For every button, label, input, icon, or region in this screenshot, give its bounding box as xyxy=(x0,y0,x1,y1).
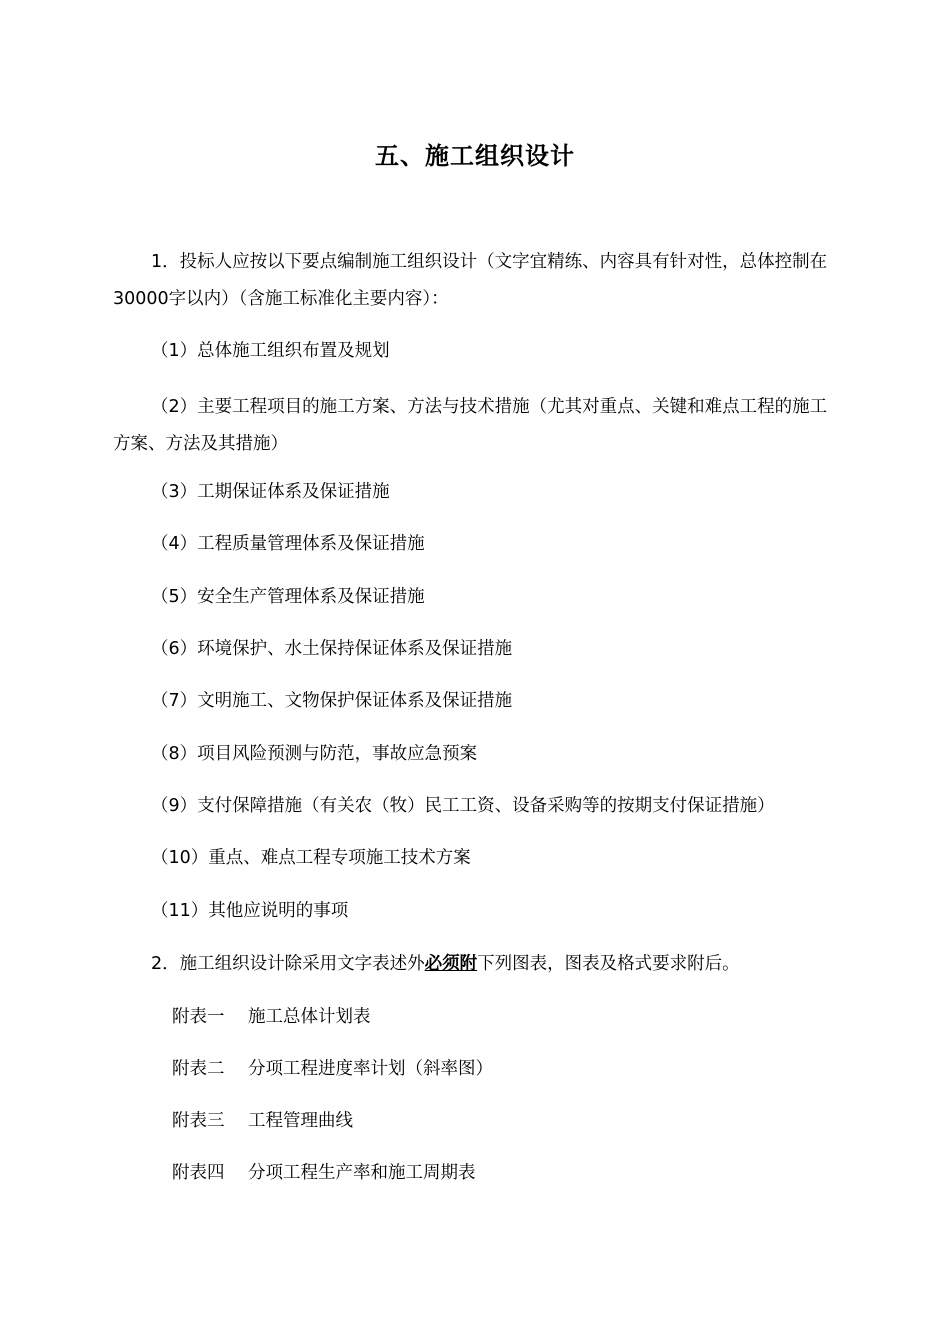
list-item: （9）支付保障措施（有关农（牧）民工工资、设备采购等的按期支付保证措施） xyxy=(151,796,775,816)
attachment-name: 工程管理曲线 xyxy=(248,1111,353,1131)
attachment-label: 附表一 xyxy=(172,1007,225,1027)
list-item: （1）总体施工组织布置及规划 xyxy=(151,341,390,361)
attachment-label: 附表三 xyxy=(172,1111,225,1131)
attachment-name: 分项工程生产率和施工周期表 xyxy=(248,1163,476,1183)
attachment-item xyxy=(172,1160,476,1186)
list-item: （6）环境保护、水土保持保证体系及保证措施 xyxy=(151,639,513,659)
attachment-label: 附表四 xyxy=(172,1163,225,1183)
list-item: （11）其他应说明的事项 xyxy=(151,901,349,921)
list-item: （10）重点、难点工程专项施工技术方案 xyxy=(151,848,471,868)
list-item: （7）文明施工、文物保护保证体系及保证措施 xyxy=(151,691,513,711)
list-item: （2）主要工程项目的施工方案、方法与技术措施（尤其对重点、关键和难点工程的施工方案、方法及其措施） xyxy=(113,397,828,454)
attachment-item xyxy=(172,1108,353,1134)
list-item: （5）安全生产管理体系及保证措施 xyxy=(151,587,425,607)
attachment-label: 附表二 xyxy=(172,1059,225,1079)
section-2-emphasis: 必须附 xyxy=(424,954,478,974)
section-2-paragraph xyxy=(151,951,740,977)
list-item: （4）工程质量管理体系及保证措施 xyxy=(151,534,425,554)
section-2-text-after: 下列图表，图表及格式要求附后。 xyxy=(477,954,740,974)
attachment-name: 施工总体计划表 xyxy=(248,1007,371,1027)
section-1-paragraph: 1．投标人应按以下要点编制施工组织设计（文字宜精练、内容具有针对性，总体控制在30000字以内）（含施工标准化主要内容）： xyxy=(113,252,828,309)
page-title: 五、施工组织设计 xyxy=(375,142,575,170)
section-2-text-before: 2．施工组织设计除采用文字表述外 xyxy=(151,954,425,974)
attachment-item xyxy=(172,1056,493,1082)
list-item: （3）工期保证体系及保证措施 xyxy=(151,482,390,502)
attachment-item xyxy=(172,1004,371,1030)
list-item: （8）项目风险预测与防范，事故应急预案 xyxy=(151,744,478,764)
attachment-name: 分项工程进度率计划（斜率图） xyxy=(248,1059,493,1079)
